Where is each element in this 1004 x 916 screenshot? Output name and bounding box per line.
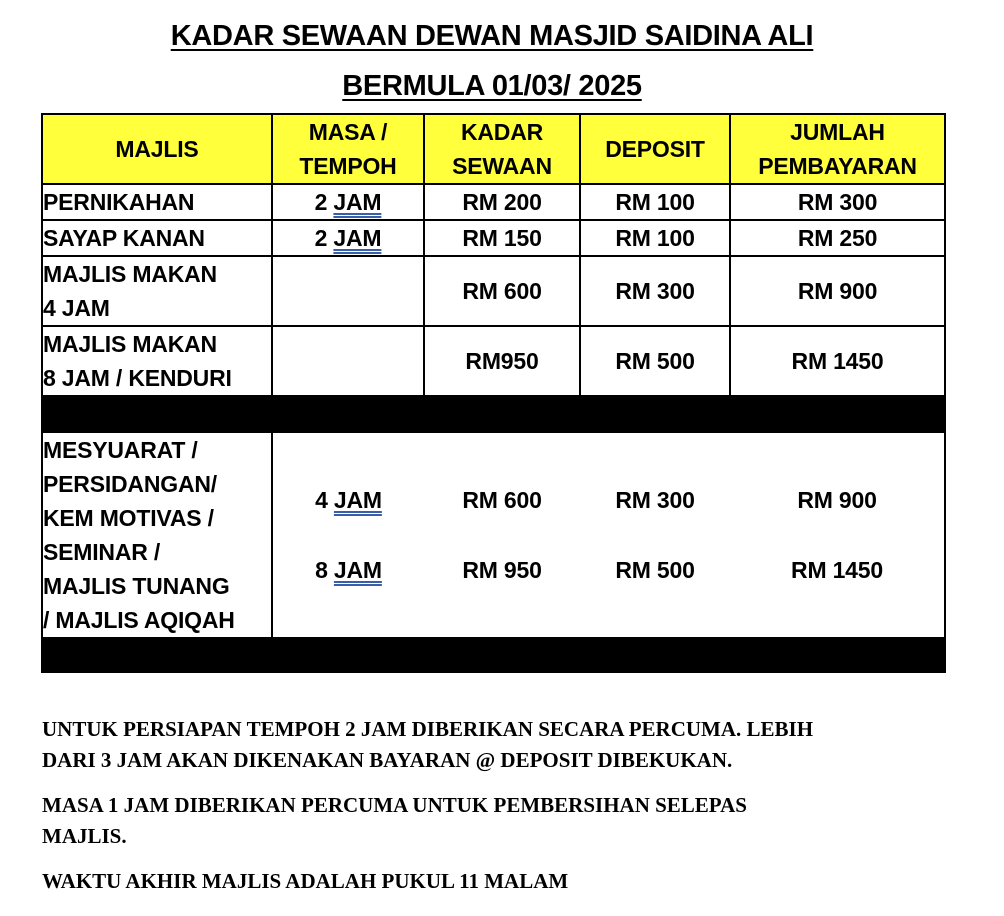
title-line-1: KADAR SEWAAN DEWAN MASJID SAIDINA ALI [170,20,814,52]
header-majlis: MAJLIS [42,114,272,184]
table-row [42,184,945,220]
cell-deposit: RM 100 [580,220,730,256]
note-persiapan: UNTUK PERSIAPAN TEMPOH 2 JAM DIBERIKAN SECARA PERCUMA. LEBIH DARI 3 JAM AKAN DIKENAKAN BAYARAN @ DEPOSIT DIBEKUKAN. [42,717,814,772]
note-waktu-akhir: WAKTU AKHIR MAJLIS ADALAH PUKUL 11 MALAM [42,869,569,893]
cell-kadar: RM 150 [424,220,580,256]
cell-kadar: RM950 [424,326,580,396]
cell-masa: 4 JAM 8 JAM [272,432,424,638]
cell-majlis-multi: MESYUARAT / PERSIDANGAN/ KEM MOTIVAS / SEMINAR / MAJLIS TUNANG / MAJLIS AQIQAH [42,432,272,638]
note-pembersihan: MASA 1 JAM DIBERIKAN PERCUMA UNTUK PEMBERSIHAN SELEPAS MAJLIS. [42,793,747,848]
cell-masa: 2 JAM [272,184,424,220]
cell-majlis: MAJLIS MAKAN 4 JAM [42,256,272,326]
cell-kadar: RM 200 [424,184,580,220]
title-line-2: BERMULA 01/03/ 2025 [342,70,642,102]
black-divider-band [42,396,945,432]
table-row [42,432,945,638]
cell-masa: 2 JAM [272,220,424,256]
cell-deposit: RM 300 [580,256,730,326]
cell-deposit: RM 300 RM 500 [580,432,730,638]
cell-jumlah: RM 900 RM 1450 [730,432,945,638]
cell-jumlah: RM 900 [730,256,945,326]
cell-masa [272,256,424,326]
header-jumlah: JUMLAH PEMBAYARAN [730,114,945,184]
cell-jumlah: RM 250 [730,220,945,256]
cell-majlis: PERNIKAHAN [42,184,272,220]
cell-jumlah: RM 1450 [730,326,945,396]
header-kadar: KADAR SEWAAN [424,114,580,184]
cell-kadar: RM 600 RM 950 [424,432,580,638]
cell-masa [272,326,424,396]
cell-deposit: RM 500 [580,326,730,396]
table-row [42,220,945,256]
rental-rates-table [41,113,946,673]
black-footer-band [42,638,945,672]
cell-jumlah: RM 300 [730,184,945,220]
table-header-row [42,114,945,184]
notes-section [42,714,942,893]
table-row [42,326,945,396]
cell-deposit: RM 100 [580,184,730,220]
cell-kadar: RM 600 [424,256,580,326]
cell-majlis: SAYAP KANAN [42,220,272,256]
table-row [42,256,945,326]
cell-majlis: MAJLIS MAKAN 8 JAM / KENDURI [42,326,272,396]
header-masa: MASA / TEMPOH [272,114,424,184]
header-deposit: DEPOSIT [580,114,730,184]
